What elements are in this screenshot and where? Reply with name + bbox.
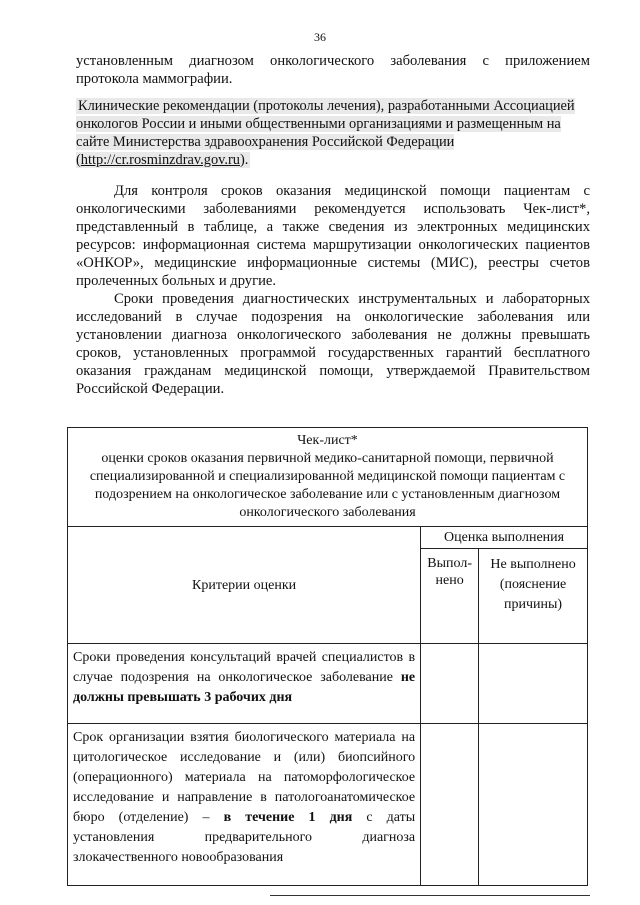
criterion-text: Сроки проведения консультаций врачей специалистов в случае подозрения на онкологическое заболевание: [73, 650, 416, 685]
checklist-title-row: [68, 428, 588, 527]
checklist-subtitle: оценки сроков оказания первичной медико-санитарной помощи, первичной специализированной и специализированной медицинской помощи пациентам с подозрением на онкологическое заболевание или с установленным диагнозом онкологического заболевания: [89, 451, 566, 520]
criterion-tail: с даты установления предварительного диагноза злокачественного новообразования: [73, 810, 416, 865]
checklist-table: [67, 427, 588, 886]
criterion-text: Срок организации взятия биологического материала на цитологическое исследование и (или) биопсийного (операционного) материала на патоморфологическое исследование и направление в патологоанатомическое бюро (отделение) –: [73, 730, 416, 825]
not-done-header: Не выполнено (пояснение причины): [479, 549, 588, 644]
not-done-cell[interactable]: [479, 724, 588, 886]
done-header: Выпол-нено: [421, 549, 479, 644]
criterion-deadline: не должны превышать 3 рабочих дня: [73, 670, 416, 705]
table-row: [68, 644, 588, 724]
evaluation-header: Оценка выполнения: [421, 527, 588, 549]
source-link-open: (: [76, 152, 81, 168]
source-text: Клинические рекомендации (протоколы лечения), разработанными Ассоциацией онкологов России и иными общественными организациями и размещенным на сайте Министерства здравоохранения Российской Федерации: [76, 98, 575, 150]
paragraph-terms: Сроки проведения диагностических инструментальных и лабораторных исследований в случае подозрения на онкологические заболевания или установлении диагноза онкологического заболевания не должны превышать сроков, установленных программой государственных гарантий бесплатного оказания гражданам медицинской помощи, утверждаемой Правительством Российской Федерации.: [76, 291, 590, 397]
not-done-cell[interactable]: [479, 644, 588, 724]
source-note: [76, 97, 590, 169]
checklist-header-row: [68, 527, 588, 549]
criterion-deadline: в течение 1 дня: [223, 810, 353, 825]
source-link-close: ).: [240, 152, 249, 168]
checklist-title-cell: [68, 428, 588, 527]
criterion-cell: [68, 644, 421, 724]
criterion-cell: [68, 724, 421, 886]
source-link[interactable]: http://cr.rosminzdrav.gov.ru: [80, 152, 240, 168]
page-number: 36: [314, 30, 326, 44]
footer-rule: [270, 895, 590, 896]
criteria-header: Критерии оценки: [68, 527, 421, 644]
done-cell[interactable]: [421, 644, 479, 724]
checklist-title: Чек-лист*: [297, 433, 358, 448]
done-cell[interactable]: [421, 724, 479, 886]
intro-text: установленным диагнозом онкологического заболевания с приложением протокола маммографии.: [76, 53, 590, 87]
paragraph-control: Для контроля сроков оказания медицинской помощи пациентам с онкологическими заболеваниями рекомендуется использовать Чек-лист*, представленный в таблице, а также сведения из электронных медицинских ресурсов: информационная система маршрутизации онкологических пациентов «ОНКОР», медицинские информационные системы (МИС), реестры счетов пролеченных больных и другие.: [76, 183, 590, 289]
table-row: [68, 724, 588, 886]
